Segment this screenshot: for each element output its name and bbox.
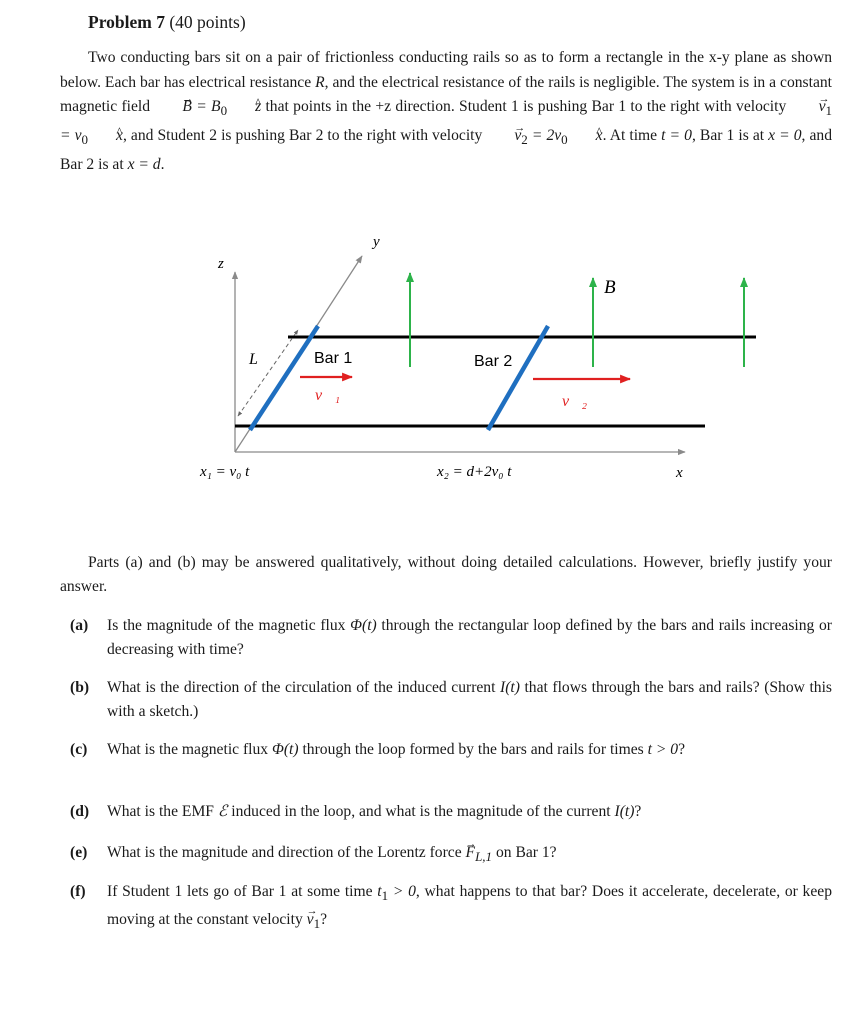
qf-time-condition: > 0 — [388, 883, 416, 900]
question-b-text — [107, 676, 832, 723]
x-hat: ^ x — [88, 124, 123, 149]
problem-label: Problem 7 — [88, 12, 165, 32]
axis-x-label: x — [676, 465, 683, 481]
x2-position-label: x₂ = d+2v₀ t — [437, 464, 512, 480]
qf-text-2: , what happens to that bar? Does it accelerate, decelerate, or keep moving at the constant velocity — [107, 883, 832, 928]
v2-subscript: 2 — [521, 132, 528, 147]
qa-text-1: Is the magnitude of the magnetic flux — [107, 617, 351, 634]
question-e — [70, 841, 832, 869]
x-hat-2: ^ x — [568, 124, 603, 149]
qc-condition: t > 0 — [647, 741, 679, 758]
axis-y-label: y — [373, 234, 380, 250]
intro-text-3: that points in the +z direction. Student 1 is pushing Bar 1 to the right with velocity — [261, 98, 791, 116]
intro-text-5: . At time — [602, 126, 662, 144]
v0-subscript: 0 — [81, 132, 89, 147]
intro-end: . — [160, 155, 165, 173]
qf-velocity-subscript: 1 — [313, 915, 321, 931]
intro-text-1: Two conducting bars sit on a pair of frictionless conducting rails so as to form a rectangle in the x-y plane as shown below. Each bar has electrical resistance — [60, 49, 832, 91]
question-a-text — [107, 614, 832, 661]
qd-text-2: induced in the loop, and what is the magnitude of the current — [227, 803, 615, 820]
question-e-text — [107, 841, 832, 869]
qb-text-1: What is the direction of the circulation of the induced current — [107, 679, 500, 696]
x-d: x = d — [127, 155, 161, 173]
b-field-vector: → B — [154, 95, 192, 120]
problem-title — [88, 12, 246, 33]
qc-flux: Φ(t) — [271, 741, 299, 758]
qf-time-subscript: 1 — [381, 888, 389, 904]
question-c-label: (c) — [70, 741, 88, 758]
question-f-label: (f) — [70, 883, 86, 900]
qd-text-1: What is the EMF — [107, 803, 218, 820]
qf-velocity: → v — [307, 908, 314, 932]
time-zero: t = 0 — [661, 126, 692, 144]
qa-flux: Φ(t) — [350, 617, 377, 634]
question-f — [70, 880, 832, 935]
qc-text-1: What is the magnetic flux — [107, 741, 272, 758]
intro-text-4: , and Student 2 is pushing Bar 2 to the right with velocity — [122, 126, 487, 144]
qe-text-2: on Bar 1? — [492, 844, 557, 861]
axis-z-label: z — [218, 256, 224, 272]
question-b-label: (b) — [70, 679, 90, 696]
x1-position-label: x₁ = v₀ t — [200, 464, 250, 480]
b-field-label: B⃗ — [604, 277, 631, 298]
v1-equation: = v — [60, 126, 82, 144]
question-d-text — [107, 800, 832, 824]
qc-text-2: through the loop formed by the bars and rails for times — [298, 741, 648, 758]
rails-diagram — [0, 200, 860, 520]
v2-vector: → v — [486, 124, 521, 149]
parts-intro: Parts (a) and (b) may be answered qualitatively, without doing detailed calculations. However, briefly justify your answer. — [60, 554, 832, 595]
qa-text-2: through the rectangular loop defined by the bars and rails increasing or decreasing with time? — [107, 617, 832, 658]
qb-current: I(t) — [500, 679, 520, 696]
v1-label: v⃗₁ — [315, 387, 341, 404]
question-e-label: (e) — [70, 844, 88, 861]
question-f-text — [107, 880, 832, 935]
length-label: L — [249, 351, 258, 368]
qe-text-1: What is the magnitude and direction of the Lorentz force — [107, 844, 466, 861]
v2-equation: = 2v — [527, 126, 562, 144]
question-a-label: (a) — [70, 617, 89, 634]
resistance-symbol: R — [315, 73, 325, 91]
qc-text-3: ? — [678, 741, 686, 758]
qd-emf: ℰ — [217, 803, 228, 820]
v2-label: v⃗₂ — [562, 393, 588, 410]
question-d-label: (d) — [70, 803, 90, 820]
field-equation: = B — [191, 98, 221, 116]
bar-2-label: Bar 2 — [474, 353, 513, 370]
problem-points: (40 points) — [169, 12, 246, 32]
question-a — [70, 614, 832, 661]
qb-text-2: that flows through the bars and rails? (Show this with a sketch.) — [107, 679, 832, 720]
question-c — [70, 738, 832, 762]
v0-subscript-2: 0 — [561, 132, 568, 147]
intro-text-6: , Bar 1 is at — [691, 126, 769, 144]
v1-subscript: 1 — [825, 103, 832, 119]
qe-force: → F — [466, 841, 476, 865]
field-subscript: 0 — [220, 103, 228, 119]
qf-text-1: If Student 1 lets go of Bar 1 at some time — [107, 883, 378, 900]
question-b — [70, 676, 832, 723]
x-zero: x = 0 — [768, 126, 802, 144]
z-hat: ^ z — [227, 95, 261, 120]
intro-text-2: , and the electrical resistance of the rails is negligible. The system is in a constant magnetic field — [60, 73, 832, 116]
qd-current: I(t) — [614, 803, 635, 820]
problem-statement — [60, 46, 832, 177]
v1-vector: → v — [791, 95, 826, 120]
qd-text-3: ? — [634, 803, 642, 820]
qf-text-3: ? — [320, 910, 327, 928]
question-d — [70, 800, 832, 824]
qf-time-symbol: t — [377, 883, 382, 900]
question-c-text — [107, 738, 832, 762]
bar-1-label: Bar 1 — [314, 350, 353, 367]
qe-force-subscript: L,1 — [475, 849, 493, 865]
intro-text-7: , and Bar 2 is at — [60, 126, 833, 173]
